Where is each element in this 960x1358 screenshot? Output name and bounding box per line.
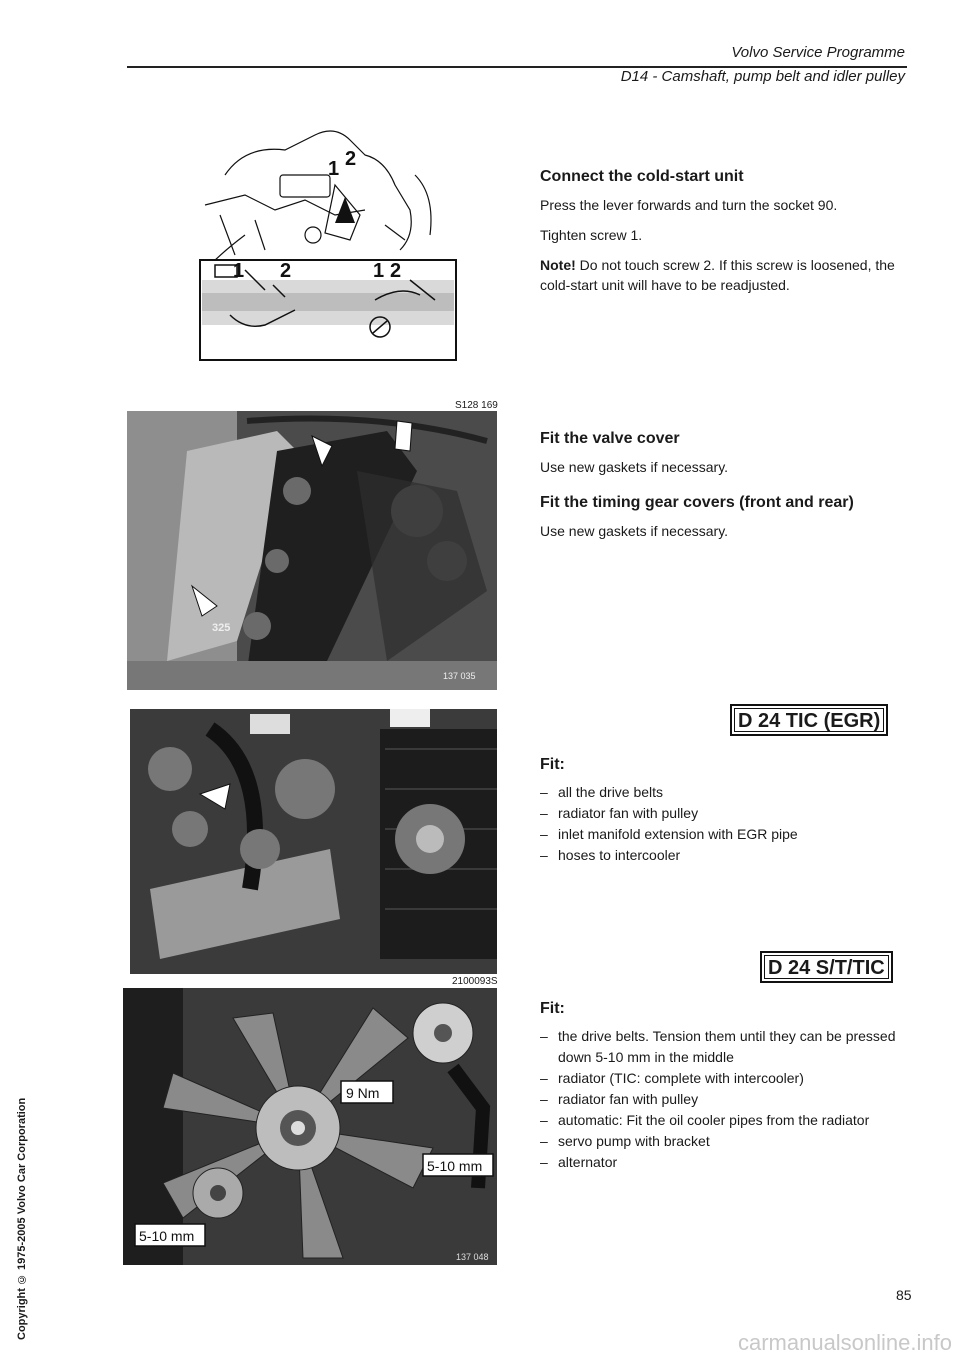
fig1-label-2-right: 2 [390,260,402,282]
figure-cold-start-drawing [185,115,475,365]
photo-badge-325: 325 [212,622,231,634]
list-item: – radiator (TIC: complete with intercooler) [540,1068,910,1089]
text-cold-start-2: Tighten screw 1. [540,227,643,243]
note-label: Note! [540,257,576,273]
photo-engine-bay-d24-tic [130,709,497,974]
text-cold-start-1: Press the lever forwards and turn the socket 90. [540,197,838,213]
model-box-d24-sttic: D 24 S/T/TIC [760,951,893,983]
running-header-title: Volvo Service Programme [731,44,905,61]
list-item: – all the drive belts [540,782,910,803]
section-d24-sttic [540,1000,910,1173]
fig4-label-torque: 9 Nm [346,1085,380,1101]
list-item: – radiator fan with pulley [540,1089,910,1110]
fig4-label-deflection-left: 5-10 mm [139,1228,195,1244]
copyright-vertical: Copyright © 1975-2005 Volvo Car Corporation [16,1097,28,1340]
fit-label-sttic: Fit: [540,1000,565,1017]
fig3-code: 2100093S [452,976,498,987]
photo-valve-cover [127,411,497,690]
fig2-code: 137 035 [443,671,476,681]
running-header-subtitle: D14 - Camshaft, pump belt and idler pulley [620,68,905,85]
fig1-label-1-right: 1 [373,260,385,282]
list-item: – inlet manifold extension with EGR pipe [540,824,910,845]
heading-cold-start: Connect the cold-start unit [540,168,744,185]
section-timing-covers [540,494,920,541]
list-sttic [540,1026,910,1173]
page-number: 85 [896,1287,912,1303]
fig1-label-2-left: 2 [280,260,292,282]
fig1-label-1-top: 1 [328,158,340,180]
list-item: – servo pump with bracket [540,1131,910,1152]
text-valve-cover: Use new gaskets if necessary. [540,459,729,475]
photo-radiator-fan [123,988,497,1265]
list-tic-egr [540,782,910,866]
fig1-label-2-top: 2 [345,148,357,170]
text-cold-start-note [540,255,920,295]
heading-timing-covers: Fit the timing gear covers (front and rear) [540,494,854,511]
section-d24-tic-egr [540,756,910,866]
note-text: Do not touch screw 2. If this screw is loosened, the cold-start unit will have to be readjusted. [540,257,895,293]
section-cold-start [540,168,920,295]
list-item: – automatic: Fit the oil cooler pipes from the radiator [540,1110,910,1131]
list-item: – hoses to intercooler [540,845,910,866]
list-item: – the drive belts. Tension them until they can be pressed down 5-10 mm in the middle [540,1026,910,1068]
text-timing-covers: Use new gaskets if necessary. [540,523,729,539]
fit-label-tic-egr: Fit: [540,756,565,773]
list-item: – radiator fan with pulley [540,803,910,824]
list-item: – alternator [540,1152,910,1173]
heading-valve-cover: Fit the valve cover [540,430,680,447]
fig1-label-1-left: 1 [233,260,245,282]
section-valve-cover [540,430,920,477]
fig4-label-deflection-right: 5-10 mm [427,1158,483,1174]
model-box-d24-tic-egr: D 24 TIC (EGR) [730,704,888,736]
fig4-code: 137 048 [456,1252,489,1262]
watermark: carmanualsonline.info [737,1330,952,1355]
fig1-code: S128 169 [455,400,498,411]
